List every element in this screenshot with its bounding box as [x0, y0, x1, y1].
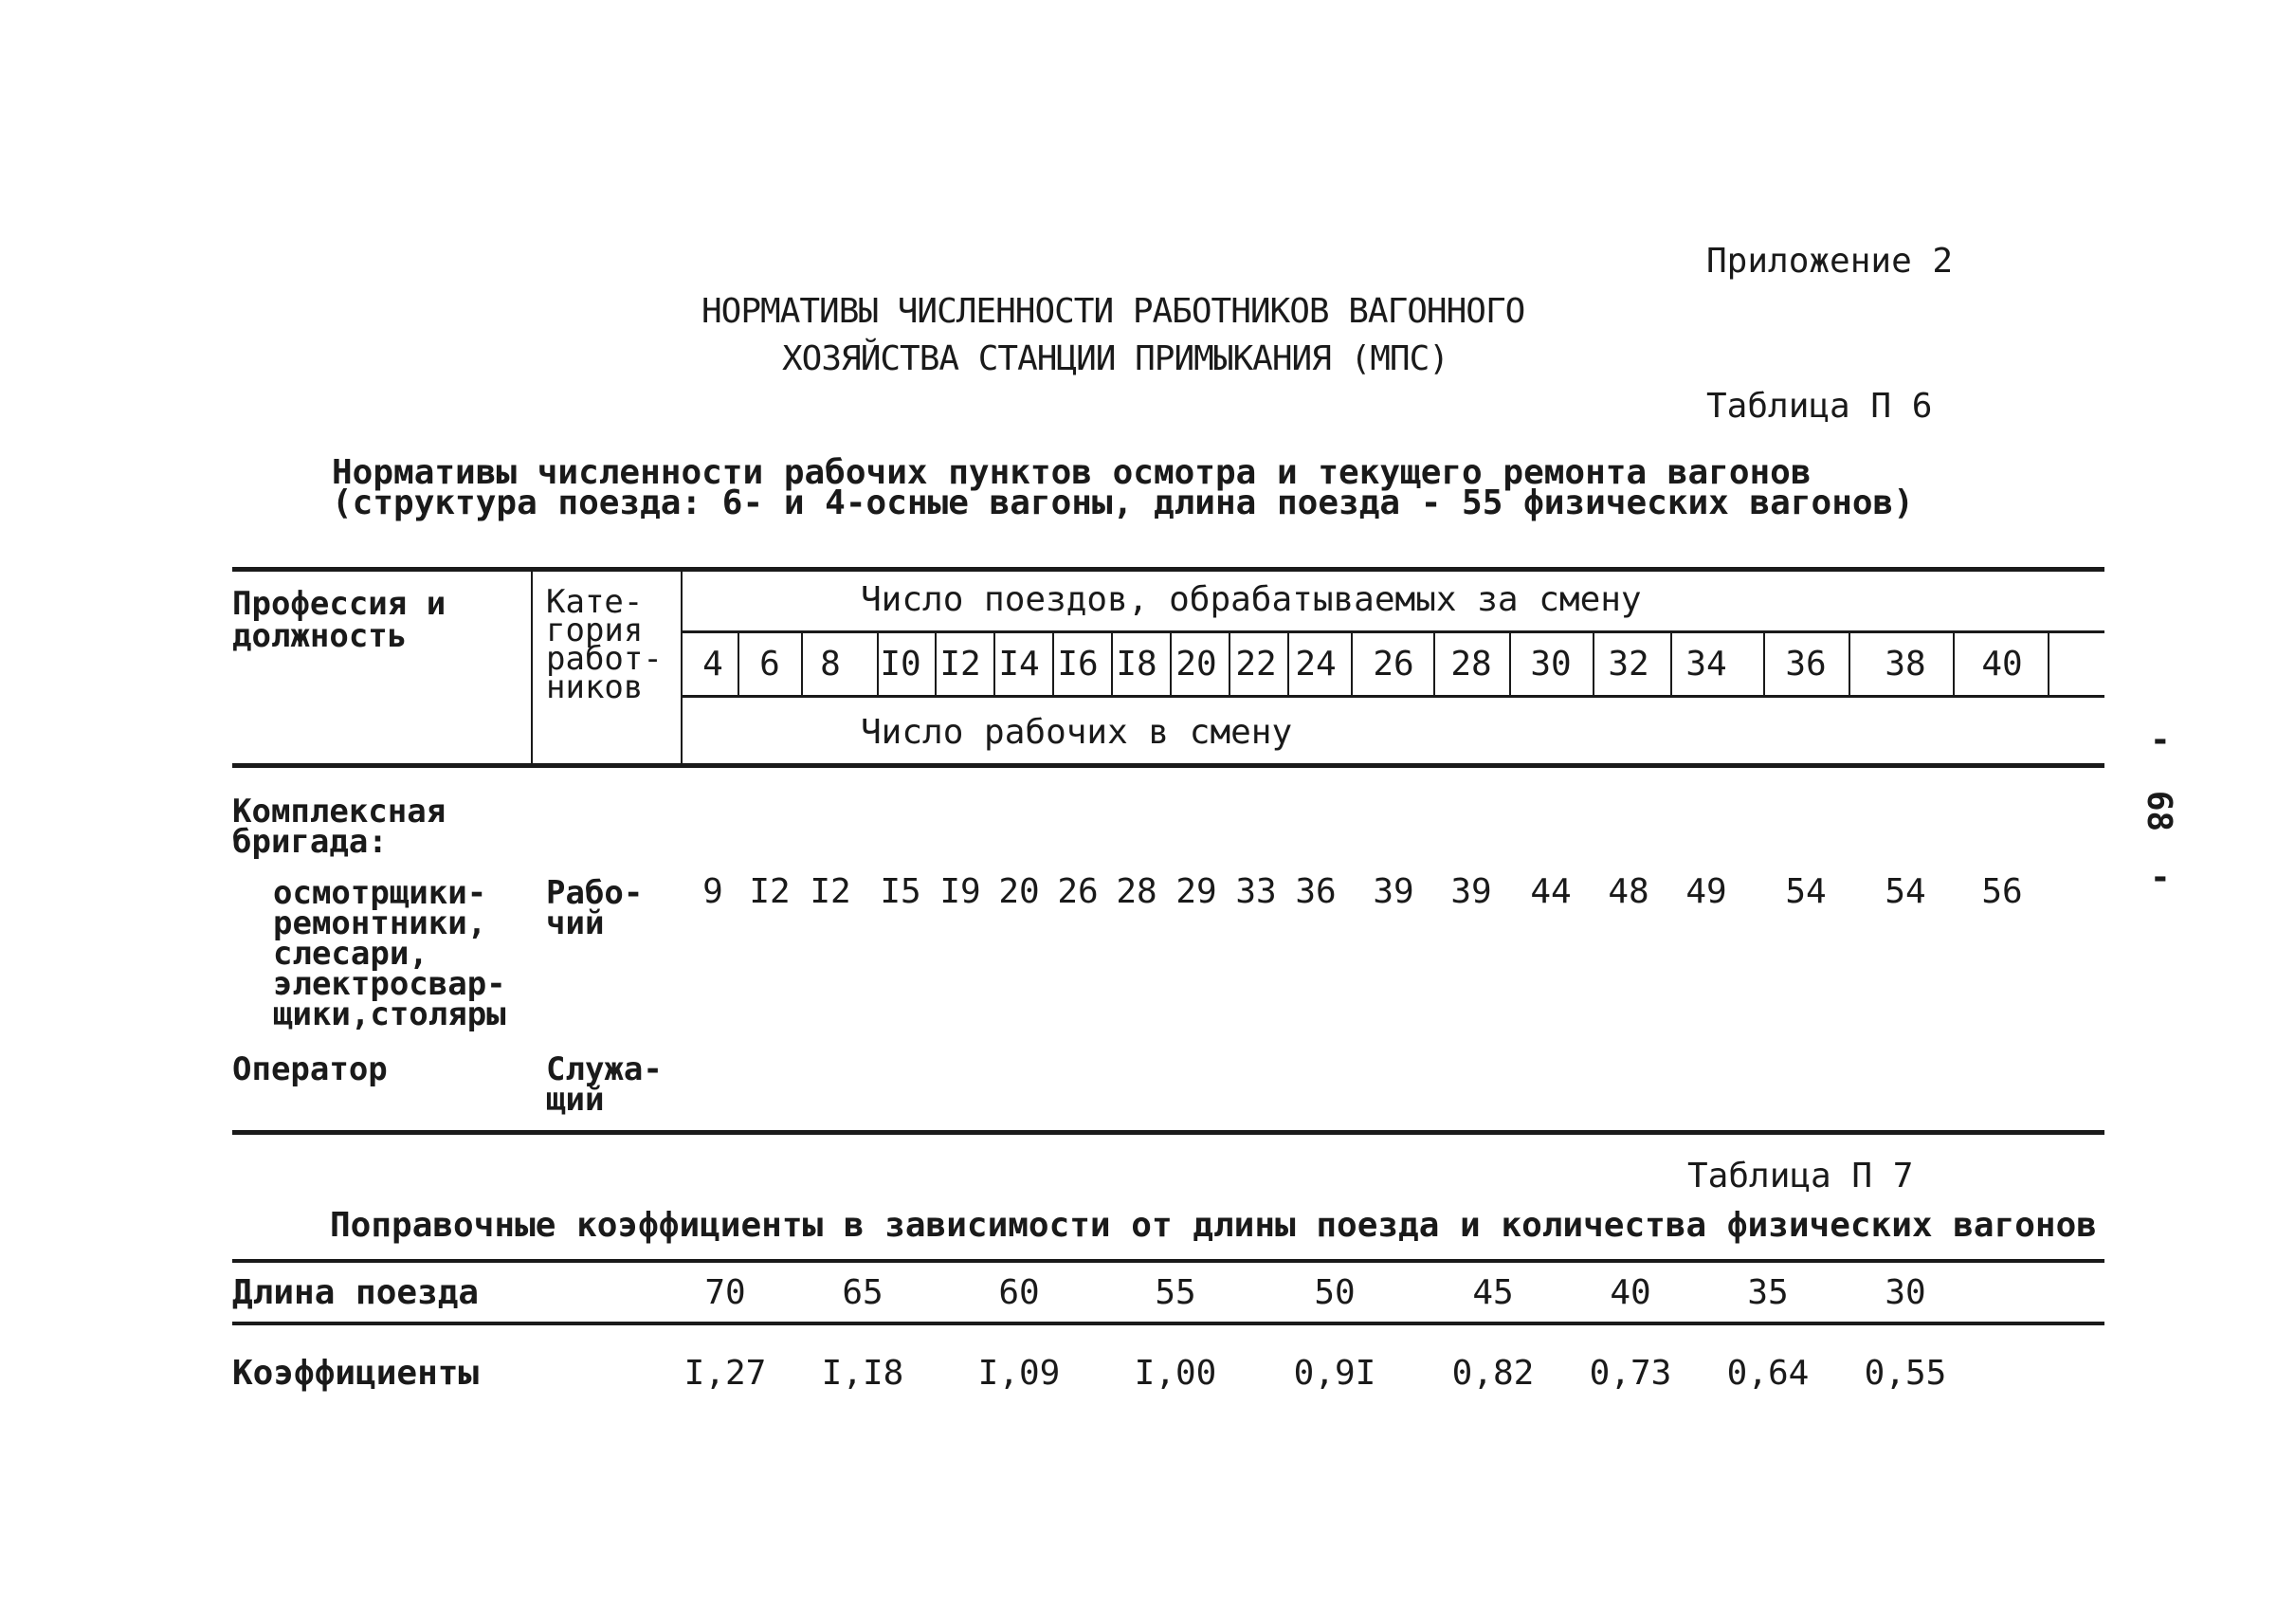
train-length-cell: 60 [998, 1273, 1040, 1312]
coefficient-cell: 0,9I [1293, 1354, 1376, 1393]
table7-heading: Поправочные коэффициенты в зависимости от длины поезда и количества физических вагонов [330, 1206, 2097, 1245]
table6-heading-line1: Нормативы численности рабочих пунктов осмотра и текущего ремонта вагонов [332, 453, 1812, 492]
train-length-cell: 50 [1314, 1273, 1356, 1312]
train-count-cell: I2 [939, 645, 981, 684]
train-count-divider [1763, 633, 1765, 695]
col-category-line2: гория [546, 611, 644, 649]
train-length-label: Длина поезда [232, 1273, 480, 1312]
row1-profession-line1: осмотрщики- [273, 874, 487, 912]
train-length-cell: 35 [1747, 1273, 1789, 1312]
train-count-cell: 34 [1685, 645, 1727, 684]
row1-value-cell: I2 [810, 872, 851, 911]
train-count-divider [1849, 633, 1850, 695]
row1-value-cell: 48 [1608, 872, 1649, 911]
train-count-cell: 24 [1295, 645, 1337, 684]
train-count-cell: 26 [1373, 645, 1414, 684]
row1-profession-line3: слесари, [273, 935, 428, 973]
row2-profession: Оператор [232, 1050, 388, 1088]
document-title-line1: НОРМАТИВЫ ЧИСЛЕННОСТИ РАБОТНИКОВ ВАГОННОГО [701, 292, 1525, 331]
train-count-divider [1593, 633, 1594, 695]
train-count-divider [1953, 633, 1955, 695]
table6-header-bottom-rule [232, 763, 2104, 768]
train-count-divider [1351, 633, 1353, 695]
row1-value-cell: 56 [1981, 872, 2023, 911]
row1-value-cell: 9 [702, 872, 723, 911]
row1-profession-line5: щики,столяры [273, 995, 506, 1033]
row1-value-cell: 33 [1235, 872, 1277, 911]
workers-per-shift-header: Число рабочих в смену [861, 713, 1293, 752]
row1-value-cell: 20 [998, 872, 1040, 911]
table6-col-divider-2 [681, 572, 683, 763]
train-count-divider [2048, 633, 2049, 695]
train-count-cell: I0 [880, 645, 921, 684]
row2-category-line2: щий [546, 1081, 605, 1119]
train-count-cell: 8 [820, 645, 841, 684]
train-length-cell: 65 [842, 1273, 883, 1312]
row1-value-cell: 44 [1530, 872, 1572, 911]
train-count-cell: 22 [1235, 645, 1277, 684]
coefficient-cell: I,09 [977, 1354, 1061, 1393]
side-mark-top: - [2150, 721, 2171, 759]
row1-value-cell: I2 [749, 872, 791, 911]
side-page-number: 68 [2140, 790, 2179, 832]
side-mark-bottom: - [2150, 858, 2171, 897]
train-count-cell: 36 [1785, 645, 1827, 684]
table7-mid-rule [232, 1322, 2104, 1325]
row1-profession-line4: электросвар- [273, 965, 506, 1003]
train-count-divider [1433, 633, 1435, 695]
table7-label: Таблица П 7 [1687, 1157, 1914, 1195]
train-count-cell: 40 [1981, 645, 2023, 684]
coefficient-cell: 0,64 [1726, 1354, 1810, 1393]
coefficient-cell: I,I8 [821, 1354, 904, 1393]
coefficient-cell: I,27 [683, 1354, 767, 1393]
train-count-cell: 20 [1175, 645, 1217, 684]
coefficients-label: Коэффициенты [232, 1354, 480, 1393]
row1-value-cell: 26 [1057, 872, 1099, 911]
col-category-line1: Кате- [546, 583, 644, 621]
row1-value-cell: 39 [1450, 872, 1492, 911]
row1-value-cell: 36 [1295, 872, 1337, 911]
document-title-line2: ХОЗЯЙСТВА СТАНЦИИ ПРИМЫКАНИЯ (МПС) [782, 339, 1448, 378]
train-count-cell: I8 [1116, 645, 1157, 684]
train-count-cell: 6 [759, 645, 780, 684]
table6-header-rule-1 [683, 630, 2104, 633]
train-count-cell: 28 [1450, 645, 1492, 684]
train-count-divider [1509, 633, 1511, 695]
train-count-cell: 4 [702, 645, 723, 684]
train-count-cell: 30 [1530, 645, 1572, 684]
coefficient-cell: 0,55 [1864, 1354, 1947, 1393]
col-category-line4: ников [546, 668, 644, 706]
row1-value-cell: 49 [1685, 872, 1727, 911]
table7-top-rule [232, 1259, 2104, 1263]
row1-value-cell: 54 [1885, 872, 1926, 911]
row1-category-line2: чий [546, 904, 605, 942]
train-length-cell: 40 [1610, 1273, 1651, 1312]
row1-value-cell: 39 [1373, 872, 1414, 911]
train-length-cell: 55 [1155, 1273, 1196, 1312]
table6-heading-line2: (структура поезда: 6- и 4-осные вагоны, длина поезда - 55 физических вагонов) [332, 484, 1914, 522]
table6-label: Таблица П 6 [1706, 387, 1933, 426]
train-count-cell: 38 [1885, 645, 1926, 684]
coefficient-cell: 0,73 [1589, 1354, 1672, 1393]
train-length-cell: 30 [1885, 1273, 1926, 1312]
train-count-cell: I6 [1057, 645, 1099, 684]
appendix-label: Приложение 2 [1706, 242, 1954, 281]
train-count-cell: 32 [1608, 645, 1649, 684]
train-count-cell: I4 [998, 645, 1040, 684]
train-count-divider [1670, 633, 1672, 695]
coefficient-cell: I,00 [1134, 1354, 1217, 1393]
row1-profession-line2: ремонтники, [273, 904, 487, 942]
table6-top-rule [232, 567, 2104, 572]
col-category-line3: работ- [546, 640, 663, 678]
train-length-cell: 70 [704, 1273, 746, 1312]
row1-value-cell: 29 [1175, 872, 1217, 911]
row1-category-line1: Рабо- [546, 874, 644, 912]
train-length-cell: 45 [1472, 1273, 1514, 1312]
col-profession-line2: должность [232, 617, 408, 655]
row1-value-cell: I9 [939, 872, 981, 911]
table6-bottom-rule [232, 1130, 2104, 1135]
coefficient-cell: 0,82 [1451, 1354, 1535, 1393]
row1-value-cell: 54 [1785, 872, 1827, 911]
row2-category-line1: Служа- [546, 1050, 663, 1088]
group-title-line1: Комплексная [232, 793, 446, 830]
table6-header-rule-2 [683, 695, 2104, 698]
table6-col-divider-1 [531, 572, 533, 763]
col-profession-line1: Профессия и [232, 585, 446, 623]
group-title-line2: бригада: [232, 823, 388, 861]
row1-value-cell: 28 [1116, 872, 1157, 911]
trains-per-shift-header: Число поездов, обрабатываемых за смену [861, 580, 1642, 619]
row1-value-cell: I5 [880, 872, 921, 911]
